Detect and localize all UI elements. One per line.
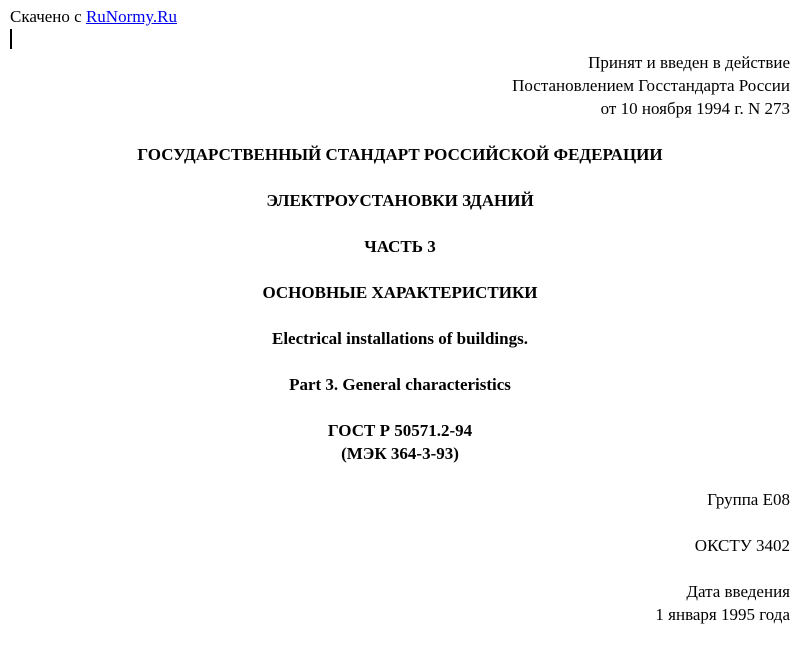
standard-name-heading: ГОСУДАРСТВЕННЫЙ СТАНДАРТ РОССИЙСКОЙ ФЕДЕРАЦИИ: [137, 145, 663, 164]
gost-number: ГОСТ Р 50571.2-94: [327, 421, 473, 440]
introduction-date: 1 января 1995 года: [655, 605, 790, 624]
introduction-label: Дата введения: [686, 582, 790, 601]
approval-line-2: Постановлением Госстандарта России: [512, 76, 790, 95]
english-subject-heading: Electrical installations of buildings.: [272, 329, 528, 348]
source-prefix: Скачено с: [10, 7, 86, 26]
part-title-heading: ОСНОВНЫЕ ХАРАКТЕРИСТИКИ: [262, 283, 538, 302]
source-note: [10, 5, 177, 28]
part-heading: ЧАСТЬ 3: [364, 237, 436, 256]
subject-heading: ЭЛЕКТРОУСТАНОВКИ ЗДАНИЙ: [266, 191, 534, 210]
approval-block: [512, 51, 790, 120]
source-link[interactable]: RuNormy.Ru: [85, 7, 177, 26]
text-cursor: [10, 29, 12, 49]
group-code: Группа Е08: [707, 490, 790, 509]
approval-line-3: от 10 ноября 1994 г. N 273: [600, 99, 790, 118]
approval-line-1: Принят и введен в действие: [588, 53, 790, 72]
english-part-heading: Part 3. General characteristics: [289, 375, 511, 394]
iec-number: (МЭК 364-3-93): [341, 444, 459, 463]
oksty-code: ОКСТУ 3402: [694, 536, 790, 555]
